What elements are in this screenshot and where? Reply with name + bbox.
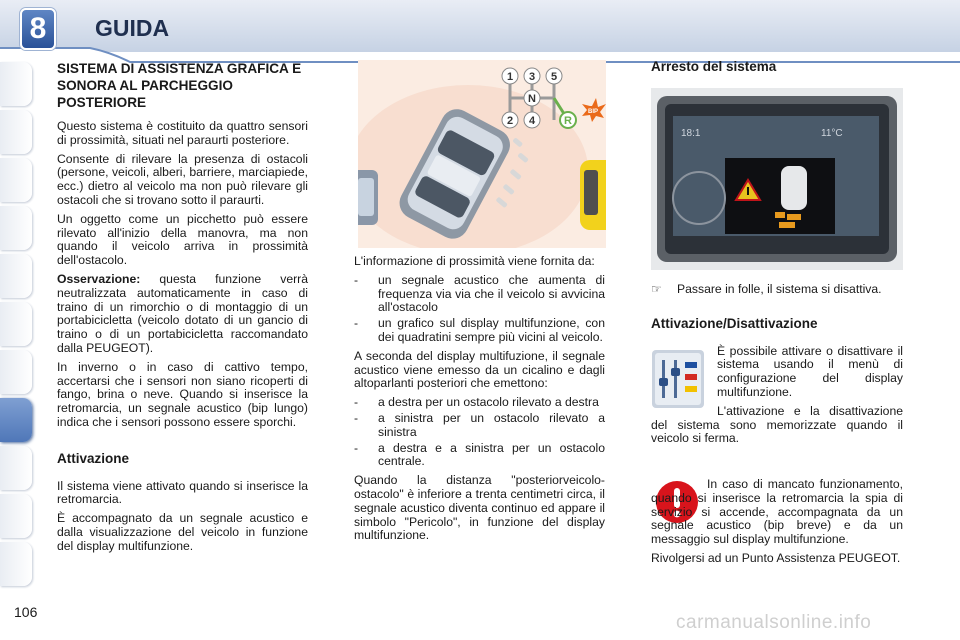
- gear-label: 2: [506, 115, 514, 127]
- screen-temp: 11°C: [821, 128, 843, 139]
- paragraph: L'attivazione e la disattivazione del sistema sono memorizzate quando il veicolo si ferma.: [651, 403, 903, 446]
- chapter-tab[interactable]: [0, 206, 32, 250]
- paragraph: L'informazione di prossimità viene fornita da:: [354, 254, 595, 268]
- note-label: Osservazione:: [57, 271, 141, 286]
- list-item: - un grafico sul display multifunzione, con dei quadratini sempre più vicini al veicolo.: [354, 316, 605, 344]
- activation-heading: Attivazione: [57, 450, 130, 466]
- page-title: GUIDA: [95, 15, 170, 41]
- parking-diagram: [358, 60, 606, 248]
- chapter-tab[interactable]: [0, 62, 32, 106]
- left-column: [57, 60, 308, 559]
- section-heading: SISTEMA DI ASSISTENZA GRAFICA E SONORA AL PARCHEGGIO POSTERIORE: [57, 61, 302, 110]
- paragraph: In caso di mancato funzionamento, quando si inserisce la retromarcia la spia di servizio si accende, accompagnata da un segnale acustico (bip breve) e da un messaggio sul display multifunzione.: [651, 477, 903, 547]
- paragraph: Un oggetto come un picchetto può essere rilevato all'inizio della manovra, ma non quando il veicolo arriva in prossimità dell'ostacolo.: [57, 211, 308, 268]
- note-text: questa funzione verrà neutralizzata automaticamente in caso di traino di un rimorchio o di montaggio di un portabicicletta (veicolo dotato di un gancio di traino o di un portabicicletta raccomandato dalla PEUGEOT).: [57, 271, 308, 355]
- bip-badge: BIP: [587, 109, 599, 115]
- paragraph: A seconda del display multifuzione, il segnale acustico viene emesso da un cicalino e dagli altoparlanti posteriori che emettono:: [354, 348, 605, 391]
- stop-note: ☞ Passare in folle, il sistema si disattiva.: [651, 282, 882, 296]
- screen-time: 18:1: [681, 128, 701, 139]
- chapter-tab[interactable]: [0, 494, 32, 538]
- gear-label: 1: [506, 71, 514, 83]
- paragraph: Quando la distanza "posteriorveicolo-ostacolo" è inferiore a trenta centimetri circa, il segnale acustico diventa continuo ed appare il simbolo "Pericolo", in funzione del display multifunzione.: [354, 473, 605, 543]
- pointing-hand-icon: ☞: [651, 282, 662, 296]
- middle-column: [354, 255, 605, 548]
- gear-label: 3: [528, 71, 536, 83]
- chapter-tab-active[interactable]: [0, 398, 32, 442]
- chapter-tab[interactable]: [0, 350, 32, 394]
- chapter-tab[interactable]: [0, 446, 32, 490]
- paragraph: Rivolgersi ad un Punto Assistenza PEUGEOT.: [651, 550, 901, 565]
- gear-label: N: [528, 93, 536, 105]
- paragraph: Consente di rilevare la presenza di ostacoli (persone, veicoli, alberi, barriere, marciapiede, ecc.) dietro al veicolo ma non può rilevare gli ostacoli che si trovano sotto il paraurti.: [57, 151, 308, 207]
- right-column-top: [651, 60, 903, 74]
- stop-heading: Arresto del sistema: [651, 59, 777, 74]
- paragraph: È accompagnato da un segnale acustico e dalla visualizzazione del veicolo in funzione del display multifunzione.: [57, 511, 308, 553]
- chapter-tab[interactable]: [0, 110, 32, 154]
- list-item: - a destra per un ostacolo rilevato a destra: [354, 395, 599, 410]
- list-item: - a sinistra per un ostacolo rilevato a sinistra: [354, 410, 605, 439]
- chapter-badge: 8: [20, 8, 56, 50]
- warning-text: [651, 478, 903, 571]
- toggle-heading: Attivazione/Disattivazione: [651, 315, 818, 331]
- note-paragraph: [57, 273, 308, 356]
- toggle-block: [717, 345, 903, 400]
- list-item: - un segnale acustico che aumenta di frequenza via via che il veicolo si avvicina all'ostacolo: [354, 272, 605, 315]
- chapter-tab[interactable]: [0, 254, 32, 298]
- paragraph: Il sistema viene attivato quando si inserisce la retromarcia.: [57, 478, 308, 507]
- watermark: carmanualsonline.info: [676, 612, 872, 633]
- chapter-tab[interactable]: [0, 158, 32, 202]
- chapter-tab[interactable]: [0, 302, 32, 346]
- list-item: - a destra e a sinistra per un ostacolo centrale.: [354, 440, 605, 469]
- page-number: 106: [14, 604, 38, 620]
- display-screen-photo: [651, 88, 903, 270]
- gear-label: 4: [528, 115, 536, 127]
- chapter-tabs: [0, 62, 32, 590]
- paragraph: In inverno o in caso di cattivo tempo, accertarsi che i sensori non siano ricoperti di fango, brina o neve. Quando si inserisce la retromarcia, un segnale acustico (bip lungo) indica che i sensori possono essere sporchi.: [57, 359, 308, 429]
- paragraph: È possibile attivare o disattivare il sistema usando il menù di configurazione del display multifunzione.: [717, 343, 903, 399]
- gear-label: 5: [550, 71, 558, 83]
- chapter-tab[interactable]: [0, 542, 32, 586]
- gear-label: R: [564, 115, 572, 127]
- paragraph: Questo sistema è costituito da quattro sensori di prossimità, situati nel paraurti posteriore.: [57, 119, 308, 147]
- config-menu-icon: [652, 350, 704, 408]
